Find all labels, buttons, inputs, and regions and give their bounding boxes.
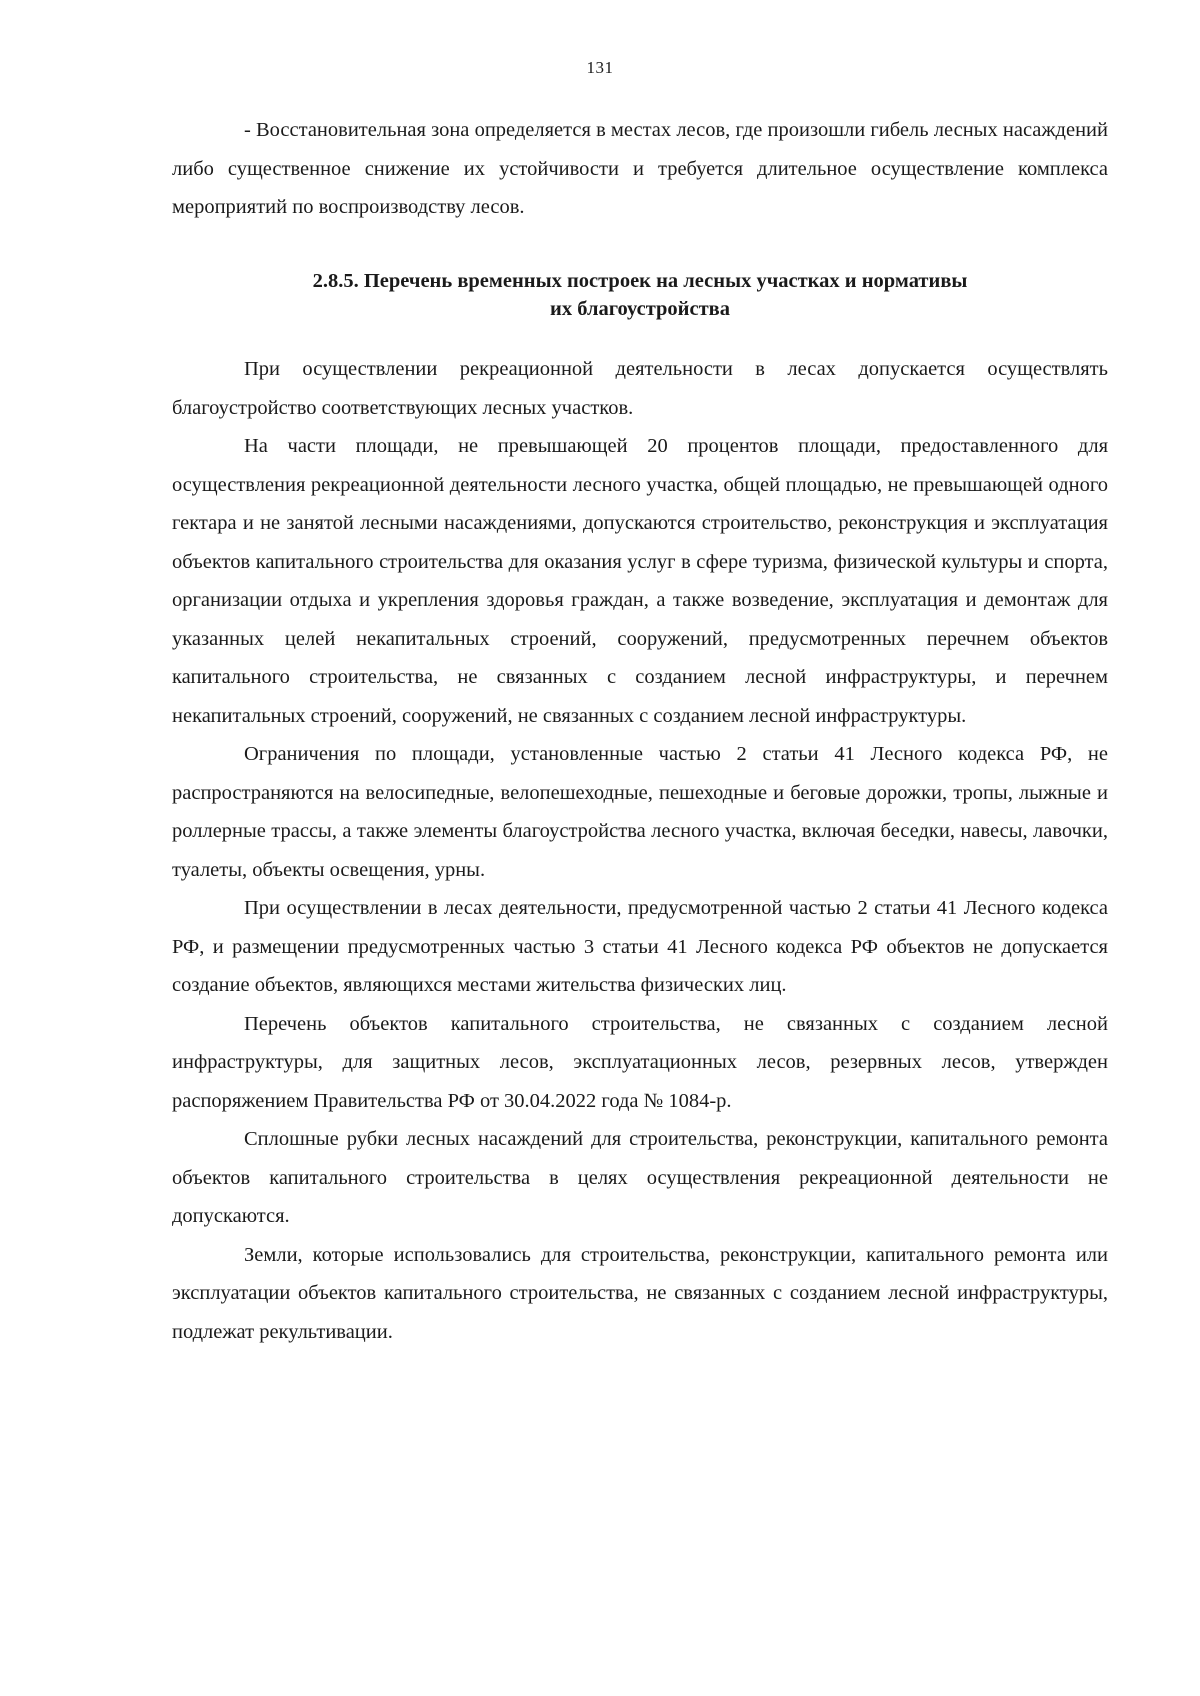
- intro-block: [172, 111, 1108, 227]
- paragraph-restoration-zone: - Восстановительная зона определяется в местах лесов, где произошли гибель лесных насаждений либо существенное снижение их устойчивости и требуется длительное осуществление комплекса мероприятий по воспроизводству лесов.: [172, 119, 1108, 218]
- paragraph: При осуществлении рекреационной деятельности в лесах допускается осуществлять благоустройство соответствующих лесных участков.: [172, 358, 1108, 419]
- paragraph: На части площади, не превышающей 20 процентов площади, предоставленного для осуществления рекреационной деятельности лесного участка, общей площадью, не превышающей одного гектара и не занятой лесными насаждениями, допускаются строительство, реконструкция и эксплуатация объектов капитального строительства для оказания услуг в сфере туризма, физической культуры и спорта, организации отдыха и укрепления здоровья граждан, а также возведение, эксплуатация и демонтаж для указанных целей некапитальных строений, сооружений, предусмотренных перечнем объектов капитального строительства, не связанных с созданием лесной инфраструктуры, и перечнем некапитальных строений, сооружений, не связанных с созданием лесной инфраструктуры.: [172, 435, 1108, 727]
- paragraph: Перечень объектов капитального строительства, не связанных с созданием лесной инфраструктуры, для защитных лесов, эксплуатационных лесов, резервных лесов, утвержден распоряжением Правительства РФ от 30.04.2022 года № 1084-р.: [172, 1012, 1108, 1112]
- paragraph: При осуществлении в лесах деятельности, предусмотренной частью 2 статьи 41 Лесного кодекса РФ, и размещении предусмотренных частью 3 статьи 41 Лесного кодекса РФ объектов не допускается создание объектов, являющихся местами жительства физических лиц.: [172, 897, 1108, 996]
- paragraph: Земли, которые использовались для строительства, реконструкции, капитального ремонта или эксплуатации объектов капитального строительства, не связанных с созданием лесной инфраструктуры, подлежат рекультивации.: [172, 1243, 1108, 1343]
- section-body: [172, 350, 1108, 1351]
- page-number: 131: [586, 58, 614, 77]
- paragraph: Сплошные рубки лесных насаждений для строительства, реконструкции, капитального ремонта объектов капитального строительства в целях осуществления рекреационной деятельности не допускаются.: [172, 1128, 1108, 1227]
- section-heading-line-2: их благоустройства: [550, 298, 730, 320]
- section-heading: [172, 267, 1108, 323]
- paragraph: Ограничения по площади, установленные частью 2 статьи 41 Лесного кодекса РФ, не распространяются на велосипедные, велопешеходные, пешеходные и беговые дорожки, тропы, лыжные и роллерные трассы, а также элементы благоустройства лесного участка, включая беседки, навесы, лавочки, туалеты, объекты освещения, урны.: [172, 743, 1108, 881]
- section-heading-line-1: 2.8.5. Перечень временных построек на лесных участках и нормативы: [312, 270, 968, 292]
